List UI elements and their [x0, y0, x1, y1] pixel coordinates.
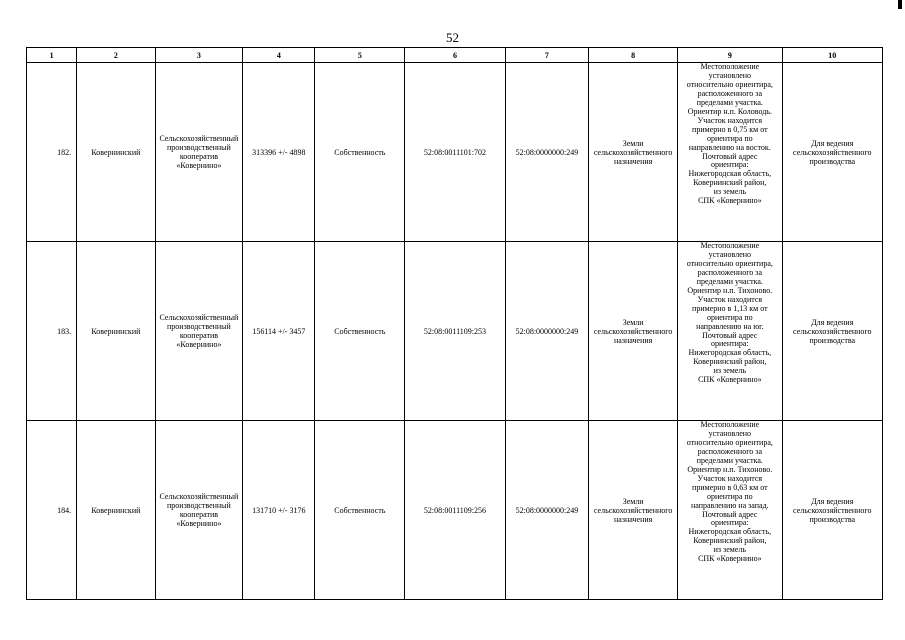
location-line: Почтовый адрес	[702, 330, 758, 340]
location-line: направлению на восток.	[688, 142, 771, 152]
land-category-cell: Земли сельскохозяйственного назначения	[589, 242, 678, 421]
location-line: Местоположение	[700, 241, 760, 250]
location-line: ориентира:	[710, 160, 749, 170]
location-line: Местоположение	[700, 420, 760, 429]
location-line: Участок находится	[697, 115, 763, 125]
location-cell	[678, 242, 783, 421]
location-line: СПК «Ковернино»	[698, 196, 762, 206]
location-line: установлено	[708, 70, 752, 80]
location-line: Нижегородская область,	[688, 348, 772, 358]
location-line: Почтовый адрес	[702, 151, 758, 161]
district-cell: Ковернинский	[77, 63, 155, 242]
table-row	[27, 63, 883, 242]
location-line: из земель	[713, 187, 747, 197]
location-line: относительно ориентира,	[686, 79, 773, 89]
table-row	[27, 421, 883, 600]
location-line: Нижегородская область,	[688, 169, 772, 179]
location-line: СПК «Ковернино»	[698, 375, 762, 385]
location-line: Местоположение	[700, 62, 760, 71]
purpose-cell: Для ведения сельскохозяйственного производства	[782, 421, 882, 600]
column-header: 5	[315, 48, 405, 63]
location-line: примерно в 1,13 км от	[692, 303, 768, 313]
corner-mark	[898, 0, 902, 9]
location-line: из земель	[713, 366, 747, 376]
table-body	[27, 63, 883, 600]
purpose-cell: Для ведения сельскохозяйственного производства	[782, 242, 882, 421]
location-line: Ковернинский район,	[693, 178, 767, 188]
location-line: относительно ориентира,	[686, 258, 773, 268]
row-number: 182.	[27, 63, 77, 242]
location-line: относительно ориентира,	[686, 437, 773, 447]
header-row	[27, 48, 883, 63]
location-line: Нижегородская область,	[688, 527, 772, 537]
location-line: примерно в 0,63 км от	[692, 482, 768, 492]
location-line: примерно в 0,75 км от	[692, 124, 768, 134]
column-header: 7	[505, 48, 589, 63]
cadastral-number-cell: 52:08:0011101:702	[405, 63, 505, 242]
location-line: Ориентир н.п. Тихоново.	[687, 464, 773, 474]
location-line: Участок находится	[697, 294, 763, 304]
area-cell: 313396 +/- 4898	[243, 63, 315, 242]
owner-cell: Сельскохозяйственный производственный кооператив «Ковернино»	[155, 63, 243, 242]
location-line: пределами участка.	[696, 455, 763, 465]
land-registry-table	[26, 47, 883, 600]
location-line: СПК «Ковернино»	[698, 554, 762, 564]
parent-cadastral-cell: 52:08:0000000:249	[505, 421, 589, 600]
location-line: пределами участка.	[696, 97, 763, 107]
location-cell	[678, 421, 783, 600]
column-header: 6	[405, 48, 505, 63]
row-number: 183.	[27, 242, 77, 421]
location-line: направлению на юг.	[696, 321, 764, 331]
page-number: 52	[446, 30, 459, 45]
location-line: расположенного за	[697, 446, 763, 456]
column-header: 3	[155, 48, 243, 63]
location-line: Ориентир н.п. Тихоново.	[687, 285, 773, 295]
location-line: Ориентир н.п. Коловодь.	[687, 106, 772, 116]
owner-cell: Сельскохозяйственный производственный кооператив «Ковернино»	[155, 242, 243, 421]
column-header: 8	[589, 48, 678, 63]
land-category-cell: Земли сельскохозяйственного назначения	[589, 63, 678, 242]
parent-cadastral-cell: 52:08:0000000:249	[505, 242, 589, 421]
column-header: 4	[243, 48, 315, 63]
district-cell: Ковернинский	[77, 421, 155, 600]
column-header: 10	[782, 48, 882, 63]
location-line: пределами участка.	[696, 276, 763, 286]
cadastral-number-cell: 52:08:0011109:253	[405, 242, 505, 421]
right-type-cell: Собственность	[315, 242, 405, 421]
cadastral-number-cell: 52:08:0011109:256	[405, 421, 505, 600]
row-number: 184.	[27, 421, 77, 600]
location-line: ориентира:	[710, 339, 749, 349]
parent-cadastral-cell: 52:08:0000000:249	[505, 63, 589, 242]
right-type-cell: Собственность	[315, 421, 405, 600]
location-line: ориентира по	[706, 312, 753, 322]
location-line: Ковернинский район,	[693, 536, 767, 546]
location-line: расположенного за	[697, 267, 763, 277]
area-cell: 131710 +/- 3176	[243, 421, 315, 600]
column-header: 1	[27, 48, 77, 63]
location-line: ориентира по	[706, 491, 753, 501]
owner-cell: Сельскохозяйственный производственный кооператив «Ковернино»	[155, 421, 243, 600]
land-category-cell: Земли сельскохозяйственного назначения	[589, 421, 678, 600]
area-cell: 156114 +/- 3457	[243, 242, 315, 421]
right-type-cell: Собственность	[315, 63, 405, 242]
location-line: установлено	[708, 249, 752, 259]
location-cell	[678, 63, 783, 242]
table-row	[27, 242, 883, 421]
location-line: направлению на запад.	[690, 500, 769, 510]
location-line: ориентира по	[706, 133, 753, 143]
column-header: 9	[678, 48, 783, 63]
location-line: ориентира:	[710, 518, 749, 528]
location-line: расположенного за	[697, 88, 763, 98]
purpose-cell: Для ведения сельскохозяйственного производства	[782, 63, 882, 242]
location-line: из земель	[713, 545, 747, 555]
location-line: Почтовый адрес	[702, 509, 758, 519]
column-header: 2	[77, 48, 155, 63]
location-line: Ковернинский район,	[693, 357, 767, 367]
district-cell: Ковернинский	[77, 242, 155, 421]
location-line: Участок находится	[697, 473, 763, 483]
location-line: установлено	[708, 428, 752, 438]
